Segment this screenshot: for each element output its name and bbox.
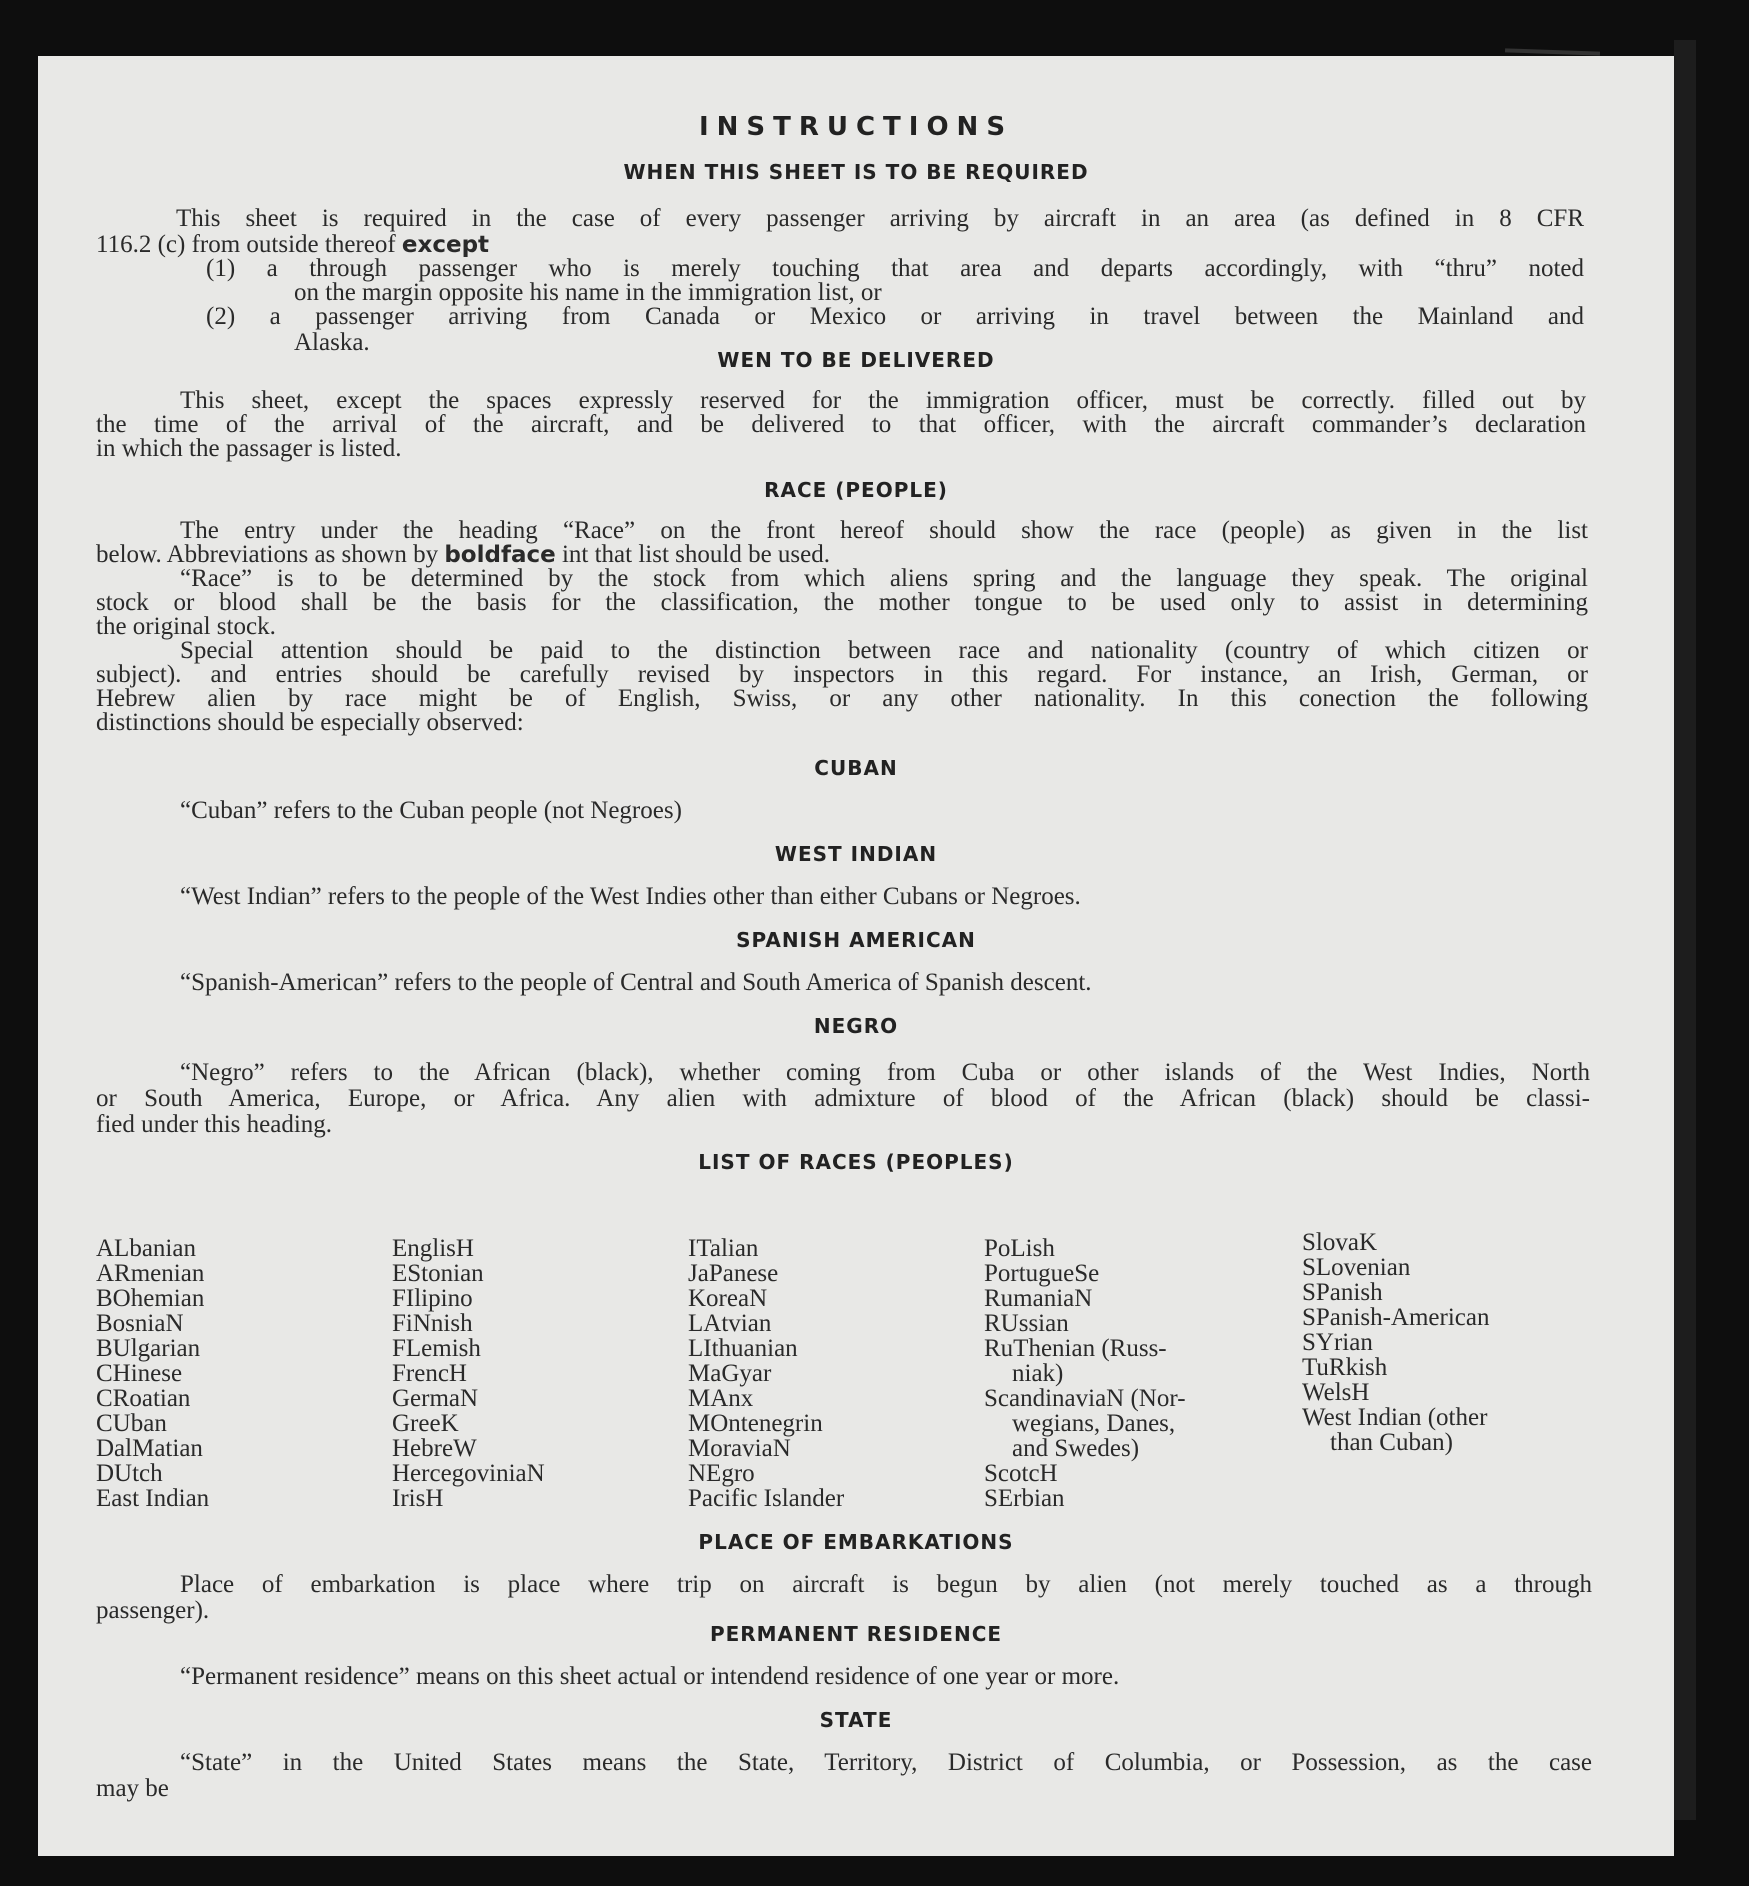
races-column-4 [984, 1236, 1186, 1511]
race-item: FIlipino [392, 1285, 473, 1312]
paragraph-line: Hebrew alien by race might be of English, Swiss, or any other nationality. In this conection the following [96, 685, 1588, 712]
race-item: CHinese [96, 1360, 183, 1387]
paragraph-line: The entry under the heading “Race” on the front hereof should show the race (people) as given in the list [180, 517, 1588, 544]
heading-list-of-races: LIST OF RACES (PEOPLES) [698, 1150, 1014, 1174]
list-item-1: (1) a through passenger who is merely touching that area and departs accordingly, with “thru” noted [206, 255, 1584, 282]
race-item: TuRkish [1302, 1354, 1388, 1381]
paragraph-line: “Cuban” refers to the Cuban people (not Negroes) [180, 797, 682, 824]
list-item-2: (2) a passenger arriving from Canada or Mexico or arriving in travel between the Mainland and [206, 303, 1584, 330]
race-item: SLovenian [1302, 1254, 1411, 1281]
race-item: EStonian [392, 1260, 484, 1287]
race-item: MAnx [688, 1385, 754, 1412]
race-item: ITalian [688, 1235, 759, 1262]
heading-west-indian: WEST INDIAN [774, 842, 938, 866]
race-item: EnglisH [392, 1235, 474, 1262]
race-item: RuThenian (Russ- [984, 1335, 1167, 1362]
race-item: BUlgarian [96, 1335, 201, 1362]
heading-when-delivered: WEN TO BE DELIVERED [717, 348, 995, 372]
document-page [38, 56, 1674, 1856]
races-column-1 [96, 1236, 209, 1511]
page-title: INSTRUCTIONS [698, 112, 1014, 142]
race-item: PoLish [984, 1235, 1055, 1262]
race-item: LAtvian [688, 1310, 772, 1337]
race-item: ALbanian [96, 1235, 196, 1262]
race-item: JaPanese [688, 1260, 779, 1287]
text-run: 116.2 (c) from outside thereof [96, 231, 396, 258]
heading-spanish-american: SPANISH AMERICAN [736, 928, 976, 952]
paragraph-line: stock or blood shall be the basis for the classification, the mother tongue to be used only to assist in determining [96, 589, 1588, 616]
paragraph-line: passenger). [96, 1597, 210, 1624]
scan-border [1674, 40, 1696, 1820]
race-item-cont: and Swedes) [1012, 1435, 1140, 1462]
race-item-cont: niak) [1012, 1360, 1064, 1387]
paragraph-line: “West Indian” refers to the people of the West Indies other than either Cubans or Negroes. [180, 883, 1081, 910]
race-item: HebreW [392, 1435, 477, 1462]
race-item: West Indian (other [1302, 1404, 1488, 1431]
text-run: int that list should be used. [561, 541, 831, 568]
paragraph-line: the original stock. [96, 613, 276, 640]
bold-text-boldface: boldface [444, 542, 556, 568]
heading-state: STATE [819, 1708, 893, 1732]
race-item: CRoatian [96, 1385, 191, 1412]
paragraph-line: “Negro” refers to the African (black), whether coming from Cuba or other islands of the West Indies, North [180, 1059, 1590, 1086]
paragraph-line: the time of the arrival of the aircraft, and be delivered to that officer, with the aircraft commander’s declaration [96, 411, 1586, 438]
paragraph-line: “Spanish-American” refers to the people of Central and South America of Spanish descent. [180, 969, 1092, 996]
text-run: below. Abbreviations as shown by [96, 541, 439, 568]
paragraph-line: or South America, Europe, or Africa. Any alien with admixture of blood of the African (black) should be classi- [96, 1085, 1590, 1112]
race-item: ScotcH [984, 1460, 1058, 1487]
race-item: KoreaN [688, 1285, 768, 1312]
race-item: RUssian [984, 1310, 1069, 1337]
heading-when-required: WHEN THIS SHEET IS TO BE REQUIRED [623, 160, 1089, 184]
paragraph-line: subject). and entries should be carefully revised by inspectors in this regard. For instance, an Irish, German, or [96, 661, 1588, 688]
heading-negro: NEGRO [813, 1014, 899, 1038]
paragraph-line: This sheet, except the spaces expressly reserved for the immigration officer, must be correctly. filled out by [180, 387, 1586, 414]
race-item: SPanish-American [1302, 1304, 1490, 1331]
race-item: SlovaK [1302, 1229, 1377, 1256]
list-item-2-cont: Alaska. [294, 329, 370, 356]
race-item: MoraviaN [688, 1435, 791, 1462]
race-item: Pacific Islander [688, 1485, 845, 1512]
race-item: FLemish [392, 1335, 481, 1362]
race-item: FrencH [392, 1360, 467, 1387]
race-item: NEgro [688, 1460, 755, 1487]
race-item: MOntenegrin [688, 1410, 823, 1437]
race-item: SPanish [1302, 1279, 1383, 1306]
paragraph-line: Special attention should be paid to the distinction between race and nationality (country of which citizen or [180, 637, 1588, 664]
paragraph-line: may be [96, 1775, 169, 1802]
list-item-1-cont: on the margin opposite his name in the immigration list, or [294, 279, 882, 306]
race-item: ScandinaviaN (Nor- [984, 1385, 1186, 1412]
race-item: IrisH [392, 1485, 444, 1512]
paragraph-line: “Permanent residence” means on this sheet actual or intendend residence of one year or more. [180, 1663, 1120, 1690]
paragraph-line: “Race” is to be determined by the stock from which aliens spring and the language they speak. The original [180, 565, 1588, 592]
races-column-3 [688, 1236, 844, 1511]
race-item: BOhemian [96, 1285, 205, 1312]
heading-cuban: CUBAN [814, 756, 898, 780]
race-item: SErbian [984, 1485, 1065, 1512]
race-item: East Indian [96, 1485, 210, 1512]
paragraph-line: in which the passager is listed. [96, 435, 402, 462]
paragraph-line [96, 542, 830, 567]
race-item: DalMatian [96, 1435, 203, 1462]
race-item: BosniaN [96, 1310, 184, 1337]
race-item-cont: wegians, Danes, [1012, 1410, 1176, 1437]
paragraph-line: Place of embarkation is place where trip on aircraft is begun by alien (not merely touched as a through [180, 1571, 1592, 1598]
race-item: LIthuanian [688, 1335, 798, 1362]
race-item: DUtch [96, 1460, 163, 1487]
race-item: CUban [96, 1410, 167, 1437]
race-item: RumaniaN [984, 1285, 1093, 1312]
race-item: PortugueSe [984, 1260, 1100, 1287]
bold-text-except: except [401, 232, 490, 258]
race-item: GermaN [392, 1385, 479, 1412]
race-item: FiNnish [392, 1310, 473, 1337]
heading-embarkation: PLACE OF EMBARKATIONS [698, 1530, 1014, 1554]
pen-mark [1505, 48, 1600, 55]
race-item: SYrian [1302, 1329, 1373, 1356]
races-column-2 [392, 1236, 545, 1511]
paragraph-line: fied under this heading. [96, 1111, 333, 1138]
paragraph-line [96, 232, 489, 257]
paragraph-line: This sheet is required in the case of every passenger arriving by aircraft in an area (as defined in 8 CFR [176, 205, 1584, 232]
paragraph-line: distinctions should be especially observed: [96, 709, 524, 736]
race-item-cont: than Cuban) [1330, 1429, 1453, 1456]
race-item: MaGyar [688, 1360, 772, 1387]
heading-race: RACE (PEOPLE) [764, 478, 948, 502]
paragraph-line: “State” in the United States means the State, Territory, District of Columbia, or Possession, as the case [180, 1749, 1592, 1776]
race-item: WelsH [1302, 1379, 1370, 1406]
race-item: GreeK [392, 1410, 459, 1437]
race-item: ARmenian [96, 1260, 205, 1287]
races-column-5 [1302, 1230, 1489, 1455]
race-item: HercegoviniaN [392, 1460, 545, 1487]
heading-permanent-residence: PERMANENT RESIDENCE [709, 1622, 1003, 1646]
